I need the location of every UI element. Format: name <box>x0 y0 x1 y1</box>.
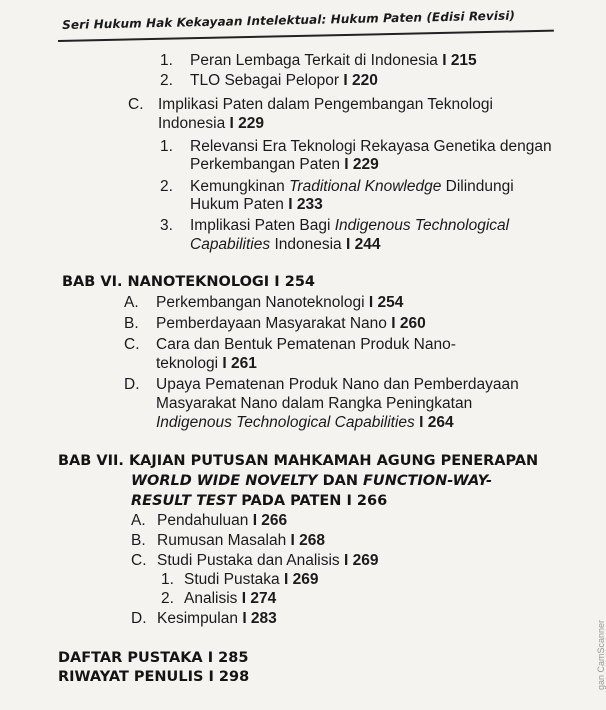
chapter-text: PADA PATEN <box>241 493 342 509</box>
chapter-heading: BAB VII. KAJIAN PUTUSAN MAHKAMAH AGUNG PENERAPAN <box>58 453 539 469</box>
toc-page: I 220 <box>343 72 378 89</box>
chapter-heading <box>62 273 315 291</box>
toc-text: Pendahuluan <box>157 512 249 529</box>
toc-number: 1. <box>160 138 173 155</box>
toc-page: I 283 <box>242 610 277 627</box>
toc-entry <box>157 610 277 628</box>
backmatter-title: RIWAYAT PENULIS <box>58 669 204 685</box>
toc-text: Perkembangan Paten <box>190 156 340 173</box>
toc-number: 1. <box>160 52 173 69</box>
toc-letter: C. <box>128 96 144 113</box>
toc-letter: D. <box>131 610 147 627</box>
toc-number: 1. <box>161 571 174 588</box>
backmatter-page: I 285 <box>207 650 249 666</box>
toc-entry <box>190 217 509 235</box>
toc-text: Studi Pustaka dan Analisis <box>157 552 340 569</box>
toc-text: TLO Sebagai Pelopor <box>190 72 340 89</box>
toc-page: I 269 <box>343 552 379 569</box>
toc-page: I 269 <box>283 571 319 588</box>
toc-page: I 261 <box>222 355 257 372</box>
toc-entry <box>156 294 403 312</box>
chapter-italic: RESULT TEST <box>131 493 237 509</box>
toc-entry-cont <box>156 355 257 373</box>
chapter-heading-cont <box>131 492 387 510</box>
toc-page: I 215 <box>442 52 477 69</box>
toc-entry <box>190 52 477 70</box>
toc-letter: A. <box>131 512 146 529</box>
toc-text: Indonesia <box>158 115 226 132</box>
chapter-title: BAB VI. NANOTEKNOLOGI <box>62 274 270 290</box>
toc-entry <box>184 590 276 608</box>
toc-entry-cont <box>156 414 454 432</box>
toc-entry <box>190 72 378 90</box>
scanner-watermark: gan CamScanner <box>596 620 606 691</box>
toc-text: Pemberdayaan Masyarakat Nano <box>156 315 387 332</box>
toc-entry <box>184 571 318 589</box>
backmatter-heading <box>58 668 249 686</box>
toc-italic: Indigenous Technological <box>334 217 510 234</box>
toc-entry <box>157 512 287 530</box>
toc-letter: C. <box>124 336 140 353</box>
chapter-heading-cont <box>131 472 492 490</box>
chapter-text: DAN <box>322 473 358 489</box>
toc-letter: C. <box>131 552 147 569</box>
chapter-italic: FUNCTION-WAY- <box>363 473 493 489</box>
toc-page: I 268 <box>290 532 326 549</box>
toc-page: I 260 <box>391 315 426 332</box>
toc-entry-cont <box>158 115 264 133</box>
toc-number: 3. <box>160 217 173 234</box>
chapter-page: I 254 <box>274 274 315 290</box>
toc-letter: B. <box>131 532 146 549</box>
toc-text: Implikasi Paten Bagi <box>190 217 331 234</box>
toc-letter: D. <box>124 376 140 393</box>
toc-text: Kemungkinan <box>190 178 285 195</box>
toc-letter: B. <box>124 315 139 332</box>
backmatter-heading <box>58 649 248 667</box>
toc-text: Studi Pustaka <box>184 571 280 588</box>
toc-entry <box>157 532 325 550</box>
toc-number: 2. <box>160 72 173 89</box>
toc-entry <box>190 178 514 196</box>
toc-text: Kesimpulan <box>157 610 238 627</box>
toc-page: I 264 <box>419 414 454 431</box>
toc-page: I 274 <box>241 590 277 607</box>
toc-page: I 229 <box>344 156 379 173</box>
toc-entry <box>156 315 426 333</box>
toc-text: Peran Lembaga Terkait di Indonesia <box>190 52 438 69</box>
toc-text: Rumusan Masalah <box>157 532 287 549</box>
toc-entry-cont <box>190 236 380 254</box>
toc-entry: Upaya Pematenan Produk Nano dan Pemberdayaan <box>156 376 519 393</box>
toc-letter: A. <box>124 294 139 311</box>
backmatter-page: I 298 <box>208 669 250 685</box>
toc-text: Indonesia <box>274 236 342 253</box>
toc-text: Perkembangan Nanoteknologi <box>156 294 365 311</box>
toc-page: I 266 <box>252 512 288 529</box>
toc-text: Analisis <box>184 590 238 607</box>
chapter-italic: WORLD WIDE NOVELTY <box>131 473 318 489</box>
toc-text: teknologi <box>156 355 219 372</box>
toc-entry <box>157 552 378 570</box>
chapter-page: I 266 <box>346 493 388 509</box>
toc-entry: Implikasi Paten dalam Pengembangan Teknologi <box>158 96 493 113</box>
toc-page: I 244 <box>346 236 381 253</box>
toc-page: I 233 <box>288 196 323 213</box>
toc-number: 2. <box>161 590 174 607</box>
backmatter-title: DAFTAR PUSTAKA <box>58 650 203 666</box>
running-header: Seri Hukum Hak Kekayaan Intelektual: Hukum Paten (Edisi Revisi) <box>62 8 516 32</box>
toc-entry-cont: Masyarakat Nano dalam Rangka Peningkatan <box>156 395 473 412</box>
toc-entry-cont <box>190 196 323 214</box>
toc-page: I 229 <box>229 115 265 132</box>
toc-text: Dilindungi <box>445 178 514 195</box>
toc-text: Hukum Paten <box>190 196 284 213</box>
toc-page: I 254 <box>368 294 404 311</box>
toc-entry: Cara dan Bentuk Pematenan Produk Nano- <box>156 336 456 353</box>
toc-number: 2. <box>160 178 173 195</box>
toc-entry: Relevansi Era Teknologi Rekayasa Genetika dengan <box>190 138 552 155</box>
toc-italic: Indigenous Technological Capabilities <box>156 414 415 431</box>
toc-entry-cont <box>190 156 379 174</box>
toc-italic: Traditional Knowledge <box>289 178 442 195</box>
toc-italic: Capabilities <box>190 236 271 253</box>
